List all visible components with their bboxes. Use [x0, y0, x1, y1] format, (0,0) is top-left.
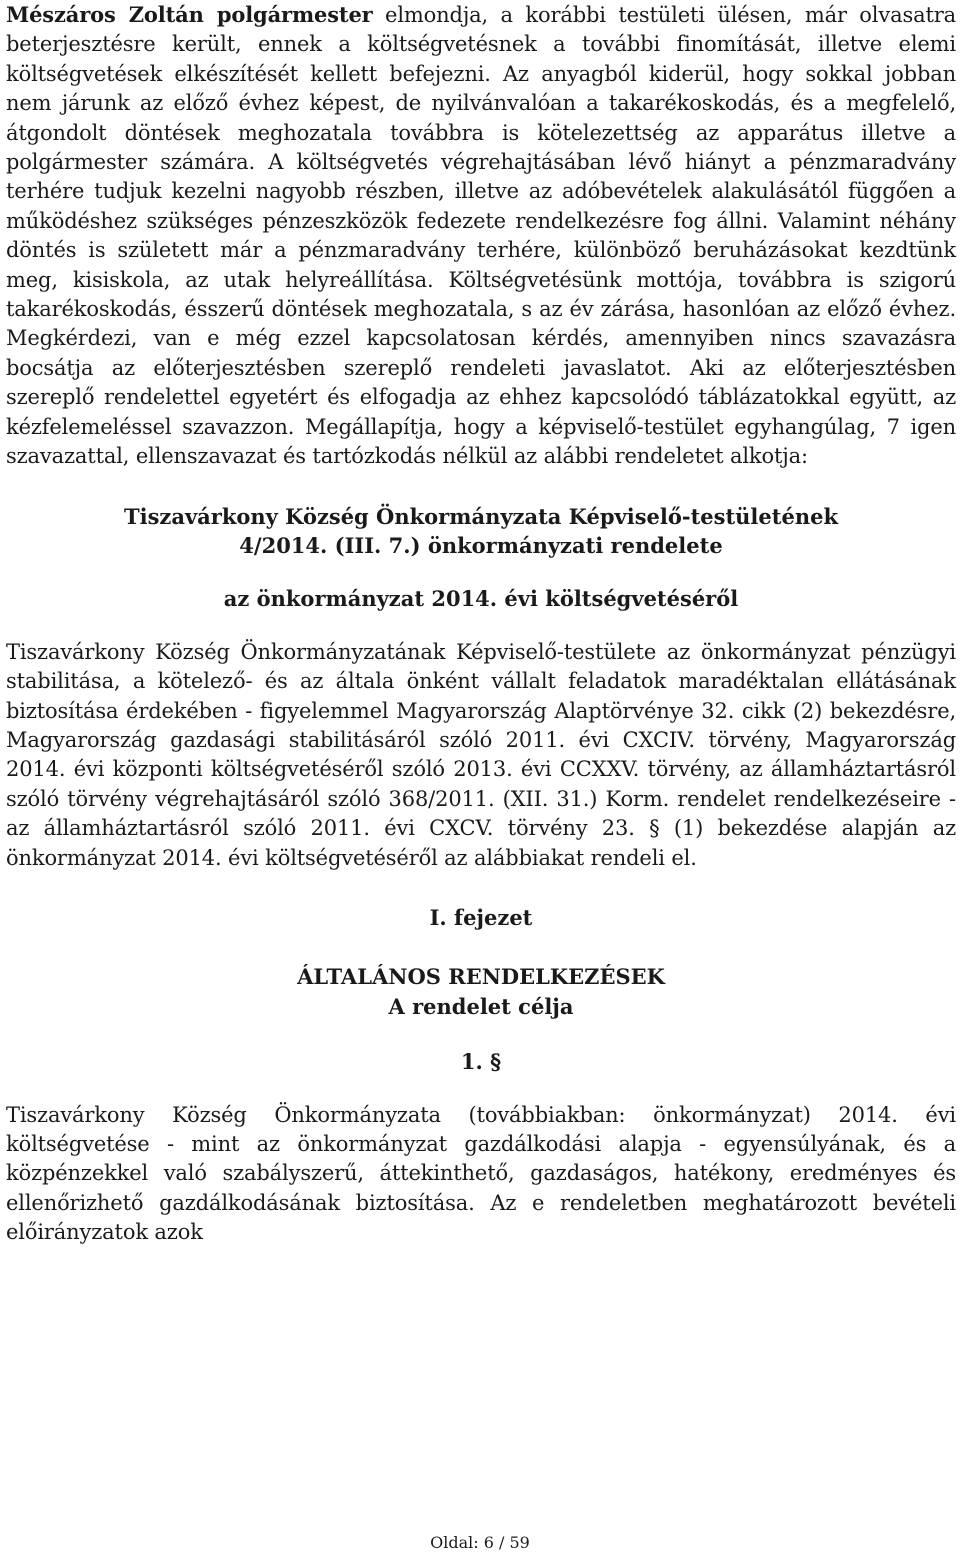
paragraph-mayor-statement — [6, 0, 956, 472]
paragraph-preamble: Tiszavárkony Község Önkormányzatának Képviselő-testülete az önkormányzat pénzügyi stabilitása, a kötelező- és az általa önként vállalt feladatok maradéktalan ellátásának biztosítása érdekében - figyelemmel Magyarország Alaptörvénye 32. cikk (2) bekezdésre, Magyarország gazdasági stabilitásáról szóló 2011. évi CXCIV. törvény, Magyarország 2014. évi központi költségvetéséről szóló 2013. évi CCXXV. törvény, az államháztartásról szóló törvény végrehajtásáról szóló 368/2011. (XII. 31.) Korm. rendelet rendelkezéseire - az államháztartásról szóló 2011. évi CXCV. törvény 23. § (1) bekezdése alapján az önkormányzat 2014. évi költségvetéséről az alábbiakat rendeli el. — [6, 639, 956, 870]
chapter-number: I. fejezet — [429, 904, 533, 930]
decree-subject: az önkormányzat 2014. évi költségvetéséről — [223, 586, 739, 612]
paragraph-text: elmondja, a korábbi testületi ülésen, már olvasatra beterjesztésre került, ennek a költségvetésnek a további finomítását, illetve elemi költségvetések elkészítését kellett befejezni. Az anyagból kiderül, hogy sokkal jobban nem járunk az előző évhez képest, de nyilvánvalóan a takarékoskodás, és a megfelelő, átgondolt döntések meghozatala továbbra is kötelezettség az apparátus illetve a polgármester számára. A költségvetés végrehajtásában lévő hiányt a pénzmaradvány terhére tudjuk kezelni nagyobb részben, illetve az adóbevételek alakulásától függően a működéshez szükséges pénzeszközök fedezete rendelkezésre fog állni. Valamint néhány döntés is született már a pénzmaradvány terhére, különböző beruházásokat kezdtünk meg, kisiskola, az utak helyreállítása. Költségvetésünk mottója, továbbra is szigorú takarékoskodás, ésszerű döntések meghozatala, s az év zárása, hasonlóan az előző évhez. Megkérdezi, van e még ezzel kapcsolatosan kérdés, amennyiben nincs szavazásra bocsátja az előterjesztésben szereplő rendeleti javaslatot. Aki az előterjesztésben szereplő rendelettel egyetért és elfogadja az ehhez kapcsolódó táblázatokkal együtt, az kézfelemeléssel szavazzon. Megállapítja, hogy a képviselő-testület egyhangúlag, 7 igen szavazattal, ellenszavazat és tartózkodás nélkül az alábbi rendeletet alkotja: — [6, 3, 956, 469]
section-number: 1. § — [460, 1049, 502, 1075]
document-page — [6, 0, 956, 1248]
paragraph-section-1: Tiszavárkony Község Önkormányzata (továbbiakban: önkormányzat) 2014. évi költségvetése - mint az önkormányzat gazdálkodási alapja - egyensúlyának, és a közpénzekkel való szabályszerű, áttekinthető, gazdaságos, hatékony, eredményes és ellenőrizhető gazdálkodásának biztosítása. Az e rendeletben meghatározott bevételi előirányzatok azok — [6, 1102, 956, 1245]
chapter-subtitle: A rendelet célja — [388, 993, 574, 1019]
decree-title-line-1: Tiszavárkony Község Önkormányzata Képviselő-testületének — [123, 503, 839, 529]
page-number-footer: Oldal: 6 / 59 — [430, 1533, 530, 1552]
decree-title-line-2: 4/2014. (III. 7.) önkormányzati rendelete — [239, 532, 723, 558]
chapter-title: ÁLTALÁNOS RENDELKEZÉSEK — [297, 964, 665, 990]
speaker-name: Mészáros Zoltán polgármester — [6, 2, 373, 27]
